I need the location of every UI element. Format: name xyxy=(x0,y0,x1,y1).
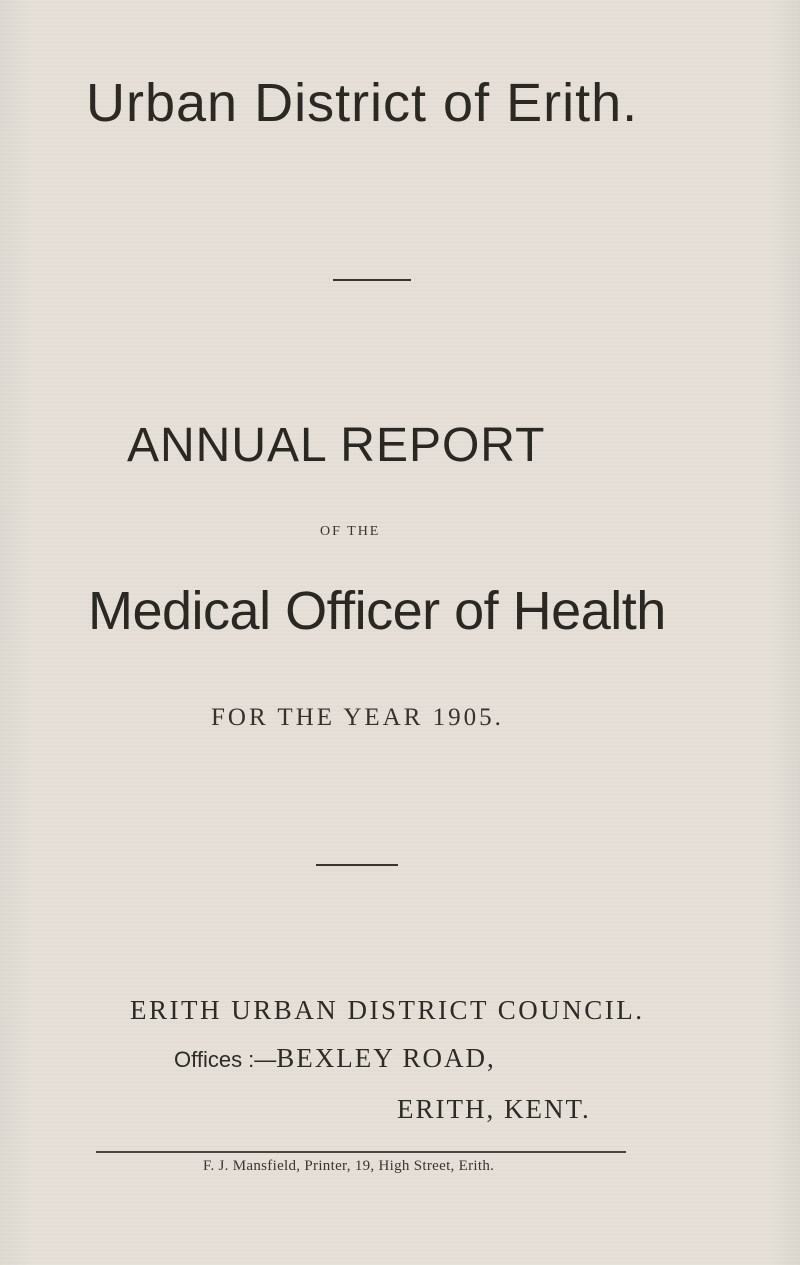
printer-rule xyxy=(96,1151,626,1153)
offices-label: Offices :— xyxy=(174,1047,277,1072)
offices-address: BEXLEY ROAD, xyxy=(276,1043,496,1073)
report-subject: Medical Officer of Health xyxy=(88,581,666,641)
section-divider xyxy=(316,864,398,866)
offices-line xyxy=(174,1043,496,1074)
district-title: Urban District of Erith. xyxy=(86,73,639,133)
council-name: ERITH URBAN DISTRICT COUNCIL. xyxy=(130,995,645,1025)
printer-imprint: F. J. Mansfield, Printer, 19, High Street, Erith. xyxy=(203,1158,495,1174)
town-line: ERITH, KENT. xyxy=(397,1094,591,1124)
of-the-label: OF THE xyxy=(320,524,381,539)
report-heading: ANNUAL REPORT xyxy=(127,419,546,472)
title-divider xyxy=(333,279,411,281)
report-year: FOR THE YEAR 1905. xyxy=(211,704,504,731)
